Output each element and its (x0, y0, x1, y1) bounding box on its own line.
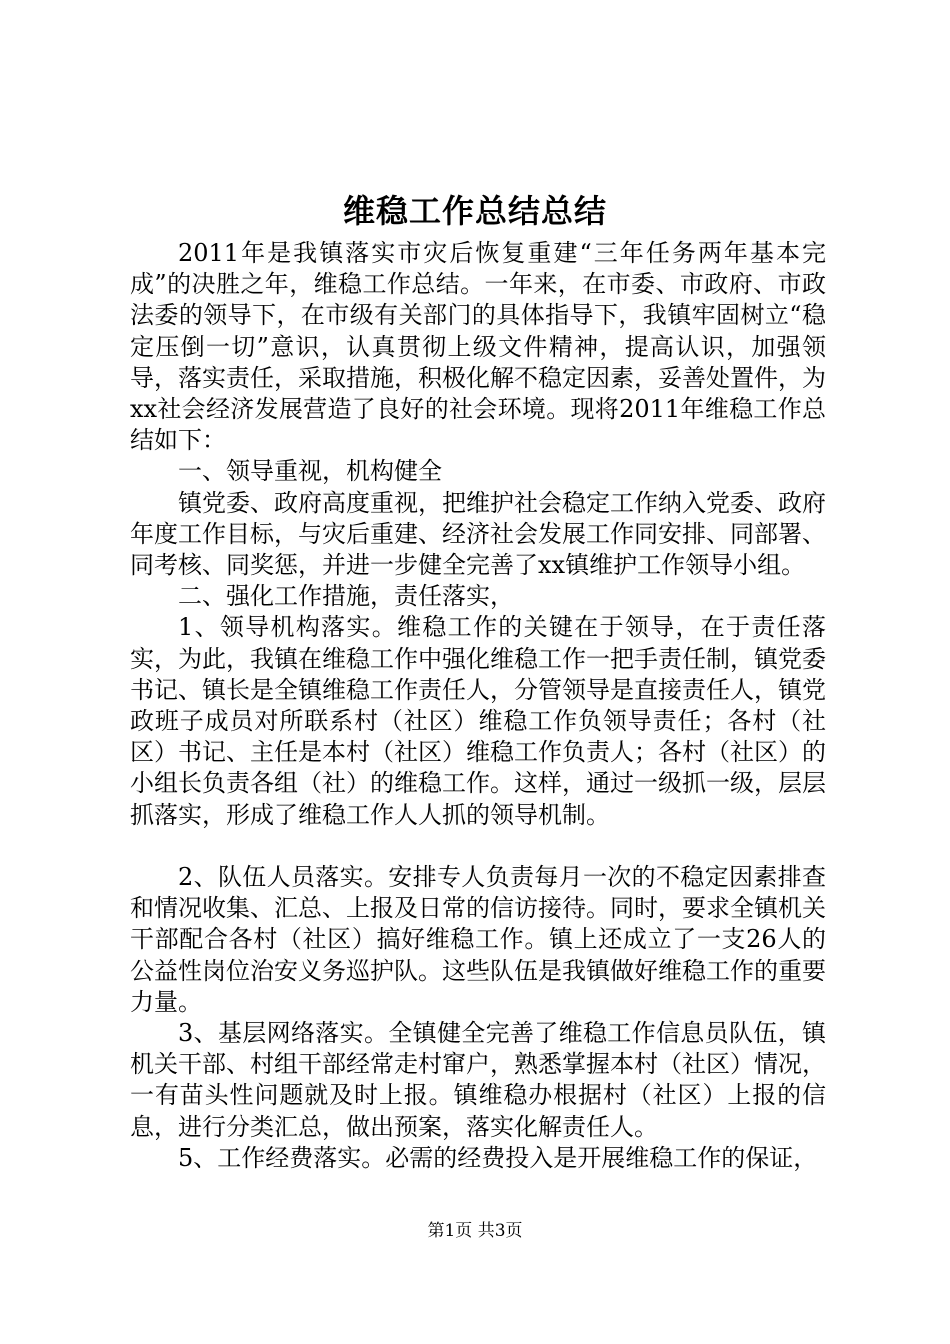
paragraph-item-2: 2、队伍人员落实。安排专人负责每月一次的不稳定因素排查和情况收集、汇总、上报及日常的信访接待。同时，要求全镇机关干部配合各村（社区）搞好维稳工作。镇上还成立了一支26人的公益性岗位治安义务巡护队。这些队伍是我镇做好维稳工作的重要力量。 (130, 863, 826, 1016)
paragraph-item-1: 1、领导机构落实。维稳工作的关键在于领导，在于责任落实，为此，我镇在维稳工作中强化维稳工作一把手责任制，镇党委书记、镇长是全镇维稳工作责任人，分管领导是直接责任人，镇党政班子成员对所联系村（社区）维稳工作负领导责任；各村（社区）书记、主任是本村（社区）维稳工作负责人；各村（社区）的小组长负责各组（社）的维稳工作。这样，通过一级抓一级，层层抓落实，形成了维稳工作人人抓的领导机制。 (130, 613, 826, 829)
document-body (130, 238, 826, 1174)
paragraph-item-3: 3、基层网络落实。全镇健全完善了维稳工作信息员队伍，镇机关干部、村组干部经常走村窜户，熟悉掌握本村（社区）情况，一有苗头性问题就及时上报。镇维稳办根据村（社区）上报的信息，进行分类汇总，做出预案，落实化解责任人。 (130, 1019, 826, 1141)
paragraph-intro: 2011年是我镇落实市灾后恢复重建“三年任务两年基本完成”的决胜之年，维稳工作总结。一年来，在市委、市政府、市政法委的领导下，在市级有关部门的具体指导下，我镇牢固树立“稳定压倒一切”意识，认真贯彻上级文件精神，提高认识，加强领导，落实责任，采取措施，积极化解不稳定因素，妥善处置件，为xx社会经济发展营造了良好的社会环境。现将2011年维稳工作总结如下： (130, 239, 826, 455)
paragraph-section-1: 镇党委、政府高度重视，把维护社会稳定工作纳入党委、政府年度工作目标，与灾后重建、经济社会发展工作同安排、同部署、同考核、同奖惩，并进一步健全完善了xx镇维护工作领导小组。 (130, 488, 826, 580)
page-number-footer: 第1页 共3页 (427, 1221, 523, 1241)
section-heading-1: 一、领导重视，机构健全 (178, 457, 442, 486)
document-title: 维稳工作总结总结 (342, 192, 607, 230)
section-heading-2: 二、强化工作措施，责任落实， (178, 582, 514, 611)
paragraph-item-5: 5、工作经费落实。必需的经费投入是开展维稳工作的保证， (178, 1143, 818, 1172)
